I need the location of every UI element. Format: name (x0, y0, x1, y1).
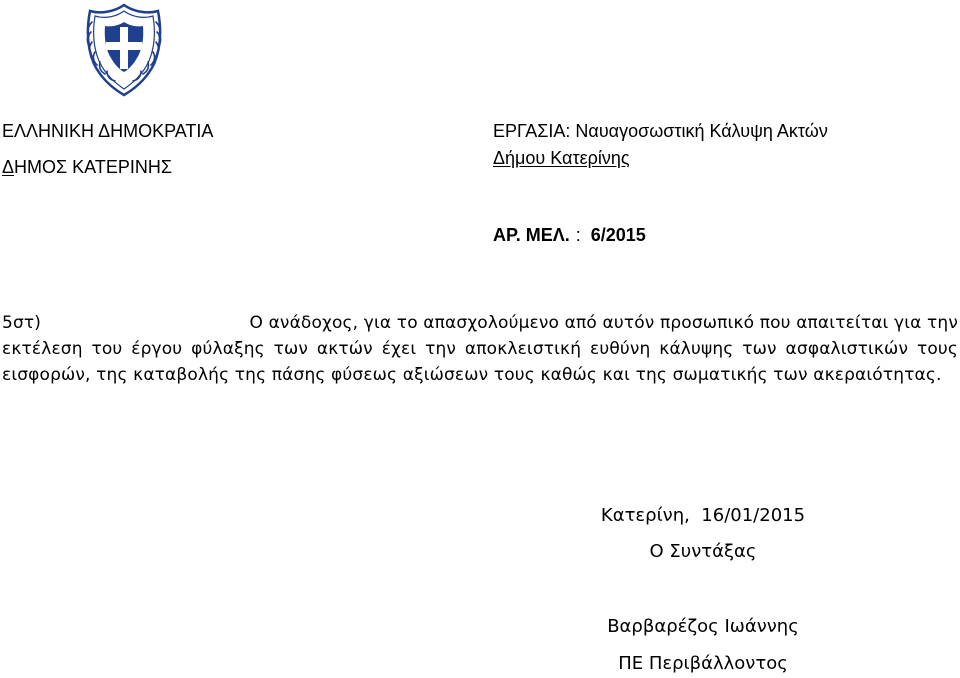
state-name: ΕΛΛΗΝΙΚΗ ΔΗΜΟΚΡΑΤΙΑ (2, 121, 214, 141)
municipality-name-initial: Δ (2, 157, 15, 177)
municipality-name (2, 156, 172, 178)
study-number-colon: : (575, 225, 581, 245)
signature-department: ΠΕ Περιβάλλοντος (618, 653, 788, 674)
municipality-name-rest: ΗΜΟΣ ΚΑΤΕΡΙΝΗΣ (14, 157, 172, 177)
study-number-value: 6/2015 (590, 225, 646, 245)
coat-of-arms-icon (78, 2, 170, 98)
clause-first-line (2, 310, 958, 336)
clause-opening-text: Ο ανάδοχος, για το απασχολούμενο από αυτόν προσωπικό που απαιτείται για την (249, 313, 958, 333)
clause-paragraph: εκτέλεση του έργου φύλαξης των ακτών έχει την αποκλειστική ευθύνη κάλυψης των ασφαλιστικών τους εισφορών, της καταβολής της πάσης φύσεως αξιώσεων τους καθώς και της σωματικής των ακεραιότητας. (2, 339, 958, 385)
study-number (493, 224, 646, 246)
study-number-label: ΑΡ. ΜΕΛ. (493, 225, 570, 245)
signature-role: Ο Συντάξας (649, 541, 757, 562)
work-title: ΕΡΓΑΣΙΑ: Ναυαγοσωστική Κάλυψη Ακτών (493, 121, 828, 141)
work-municipality: Δήμου Κατερίνης (493, 148, 630, 168)
clause-number: 5στ) (2, 313, 42, 333)
signature-name: Βαρβαρέζος Ιωάννης (607, 616, 799, 637)
signature-place-date: Κατερίνη, 16/01/2015 (600, 505, 806, 526)
